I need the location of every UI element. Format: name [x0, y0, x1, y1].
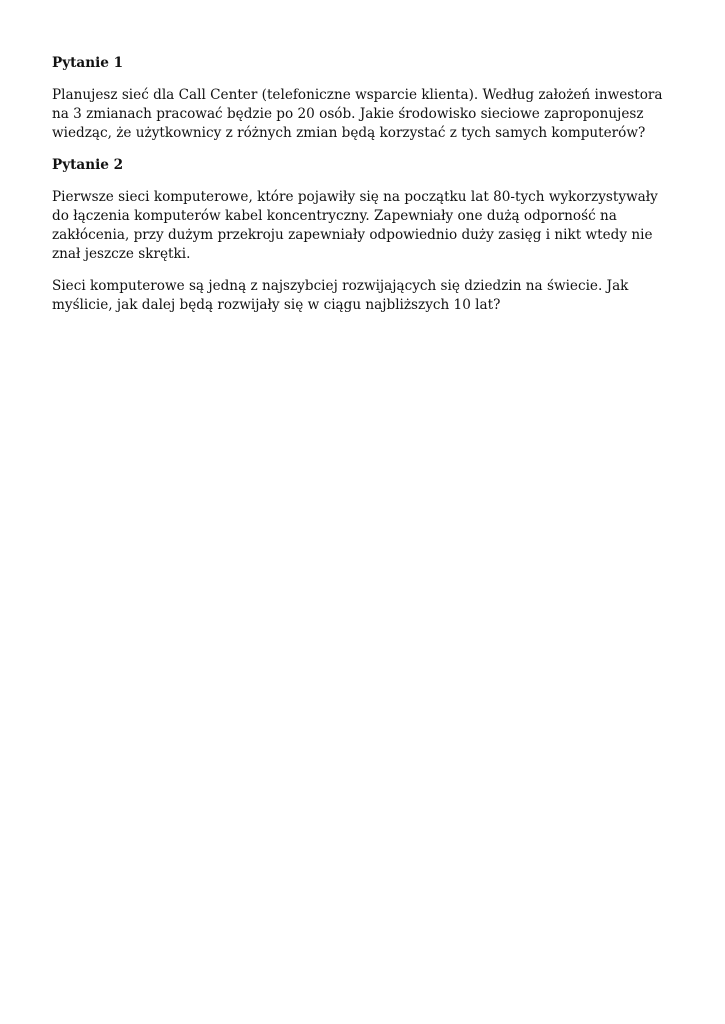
question-1-text: Planujesz sieć dla Call Center (telefoniczne wsparcie klienta). Według założeń inwestora na 3 zmianach pracować będzie po 20 osób. Jakie środowisko sieciowe zaproponujesz wiedząc, że użytkownicy z różnych zmian będą korzystać z tych samych komputerów?: [52, 87, 663, 141]
question-2-heading: Pytanie 2: [52, 157, 124, 173]
question-2-followup-text: Sieci komputerowe są jedną z najszybciej rozwijających się dziedzin na świecie. Jak myślicie, jak dalej będą rozwijały się w ciągu najbliższych 10 lat?: [52, 278, 629, 313]
document-page: [52, 54, 677, 315]
question-2-text: Pierwsze sieci komputerowe, które pojawiły się na początku lat 80-tych wykorzystywały do łączenia komputerów kabel koncentryczny. Zapewniały one dużą odporność na zakłócenia, przy dużym przekroju zapewniały odpowiednio duży zasięg i nikt wtedy nie znał jeszcze skrętki.: [52, 189, 658, 262]
question-1-heading: Pytanie 1: [52, 55, 124, 71]
